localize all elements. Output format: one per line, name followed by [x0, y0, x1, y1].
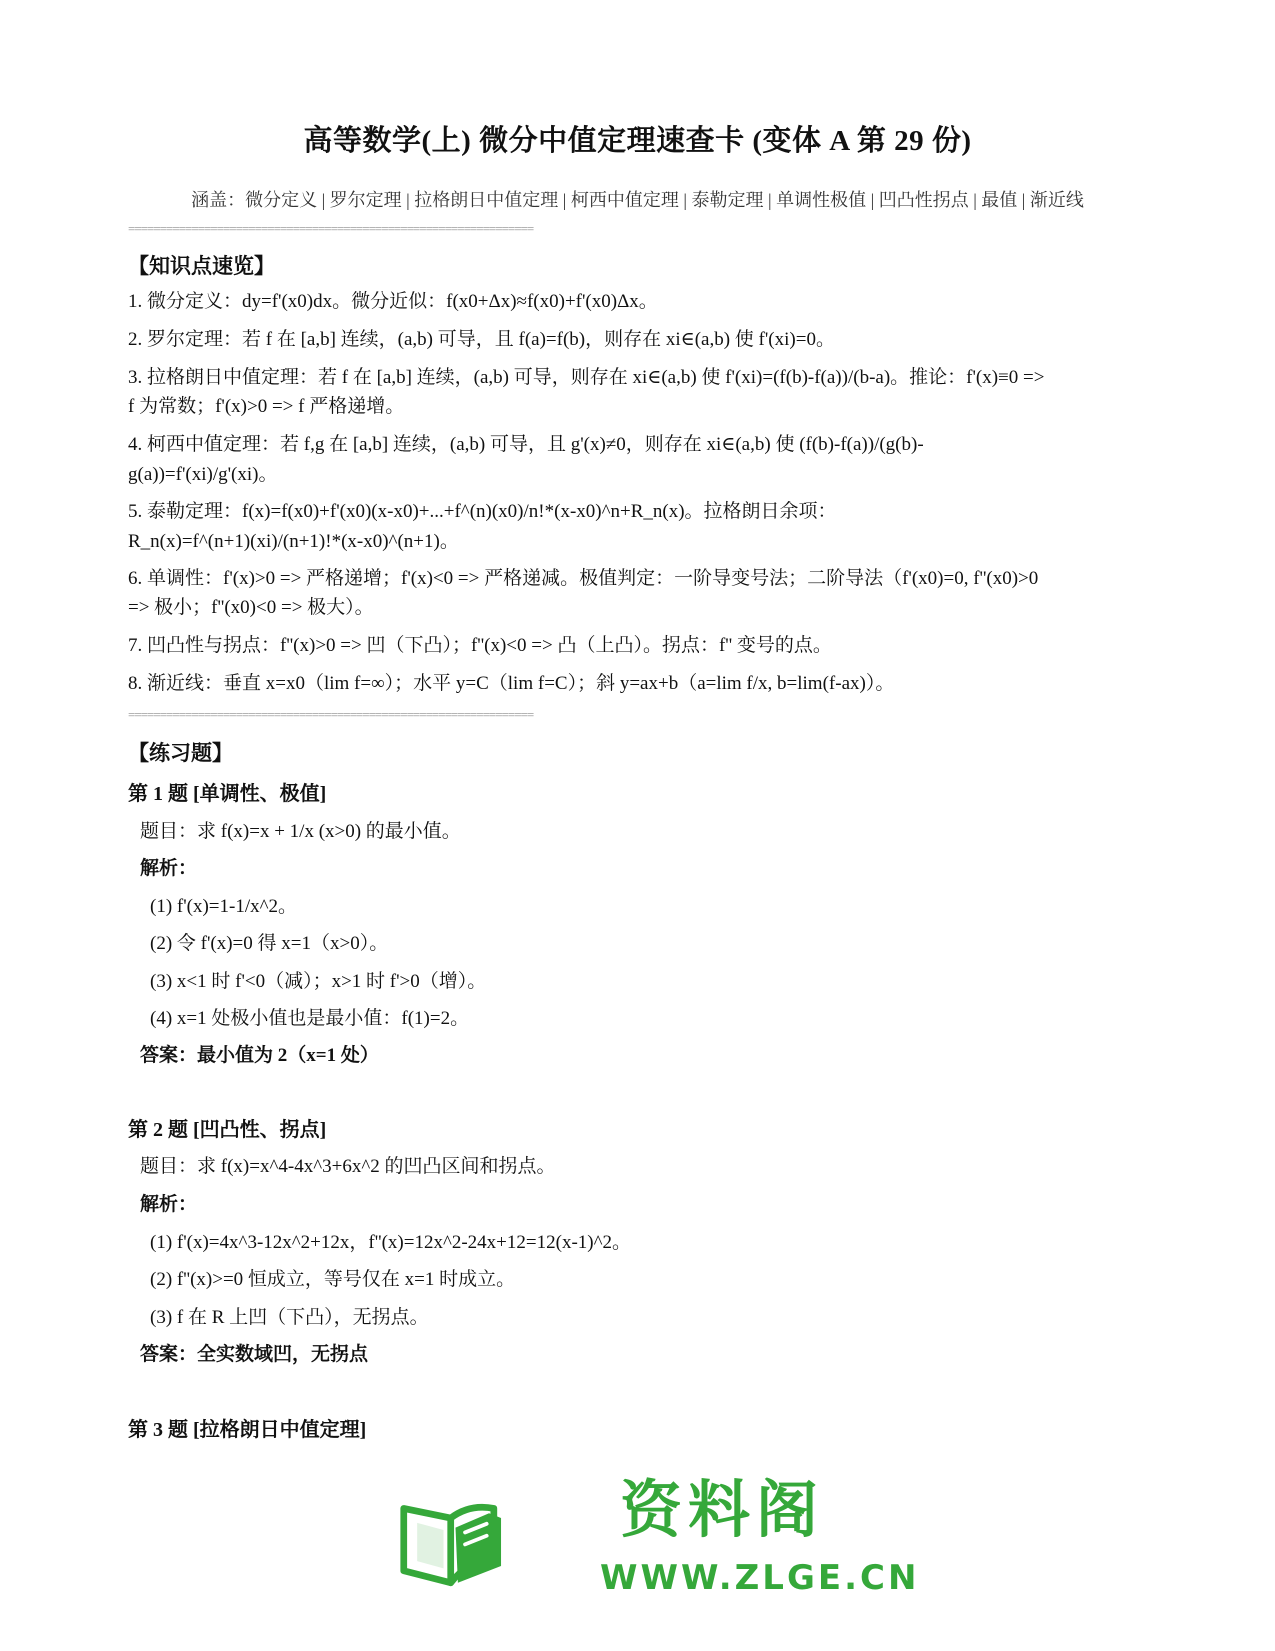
knowledge-item: g(a))=f'(xi)/g'(xi)。 — [128, 464, 278, 485]
question-1-text: 题目：求 f(x)=x + 1/x (x>0) 的最小值。 — [140, 821, 461, 842]
knowledge-item: 2. 罗尔定理：若 f 在 [a,b] 连续，(a,b) 可导，且 f(a)=f(b)，则存在 xi∈(a,b) 使 f'(xi)=0。 — [128, 329, 835, 350]
knowledge-item: 7. 凹凸性与拐点：f''(x)>0 => 凹（下凸）；f''(x)<0 => 凸（上凸）。拐点：f'' 变号的点。 — [128, 635, 832, 656]
question-2-step: (3) f 在 R 上凹（下凸），无拐点。 — [150, 1307, 429, 1328]
knowledge-item: 6. 单调性：f'(x)>0 => 严格递增；f'(x)<0 => 严格递减。极值判定：一阶导变号法；二阶导法（f'(x0)=0, f''(x0)>0 — [128, 568, 1039, 589]
question-2-answer: 答案：全实数域凹，无拐点 — [140, 1344, 369, 1365]
question-2-title: 第 2 题 [凹凸性、拐点] — [128, 1119, 327, 1141]
knowledge-item: 4. 柯西中值定理：若 f,g 在 [a,b] 连续，(a,b) 可导，且 g'(x)≠0，则存在 xi∈(a,b) 使 (f(b)-f(a))/(g(b)- — [128, 434, 924, 455]
question-2-text: 题目：求 f(x)=x^4-4x^3+6x^2 的凹凸区间和拐点。 — [140, 1156, 556, 1177]
divider-rule: ================================================================ — [128, 222, 534, 236]
knowledge-item: => 极小；f''(x0)<0 => 极大）。 — [128, 597, 374, 618]
knowledge-item: 3. 拉格朗日中值定理：若 f 在 [a,b] 连续，(a,b) 可导，则存在 xi∈(a,b) 使 f'(xi)=(f(b)-f(a))/(b-a)。推论：f'(x)≡0 => — [128, 367, 1045, 388]
watermark-name: 资料阁 — [620, 1473, 825, 1546]
question-1-step: (3) x<1 时 f'<0（减）；x>1 时 f'>0（增）。 — [150, 971, 487, 992]
watermark-url: WWW.ZLGE.CN — [600, 1558, 920, 1598]
knowledge-item: 5. 泰勒定理：f(x)=f(x0)+f'(x0)(x-x0)+...+f^(n)(x0)/n!*(x-x0)^n+R_n(x)。拉格朗日余项： — [128, 501, 837, 522]
knowledge-item: 1. 微分定义：dy=f'(x0)dx。微分近似：f(x0+Δx)≈f(x0)+f'(x0)Δx。 — [128, 291, 658, 312]
knowledge-item: R_n(x)=f^(n+1)(xi)/(n+1)!*(x-x0)^(n+1)。 — [128, 531, 459, 552]
page-subtitle: 涵盖：微分定义 | 罗尔定理 | 拉格朗日中值定理 | 柯西中值定理 | 泰勒定理 | 单调性极值 | 凹凸性拐点 | 最值 | 渐近线 — [191, 190, 1084, 210]
question-1-step: (4) x=1 处极小值也是最小值：f(1)=2。 — [150, 1008, 470, 1029]
question-2-analysis-label: 解析： — [140, 1194, 198, 1215]
question-2-step: (1) f'(x)=4x^3-12x^2+12x，f''(x)=12x^2-24x+12=12(x-1)^2。 — [150, 1232, 632, 1253]
question-1-title: 第 1 题 [单调性、极值] — [128, 783, 327, 805]
question-3-title: 第 3 题 [拉格朗日中值定理] — [128, 1419, 367, 1441]
question-2-step: (2) f''(x)>=0 恒成立，等号仅在 x=1 时成立。 — [150, 1269, 516, 1290]
knowledge-heading: 【知识点速览】 — [128, 254, 275, 278]
question-1-analysis-label: 解析： — [140, 858, 198, 879]
divider-rule: ================================================================ — [128, 708, 534, 722]
practice-heading: 【练习题】 — [128, 741, 233, 765]
open-book-icon — [398, 1452, 628, 1632]
knowledge-item: 8. 渐近线：垂直 x=x0（lim f=∞）；水平 y=C（lim f=C）；斜 y=ax+b（a=lim f/x, b=lim(f-ax)）。 — [128, 673, 895, 694]
question-1-step: (2) 令 f'(x)=0 得 x=1（x>0）。 — [150, 933, 389, 954]
knowledge-item: f 为常数；f'(x)>0 => f 严格递增。 — [128, 396, 405, 417]
page-title: 高等数学(上) 微分中值定理速查卡 (变体 A 第 29 份) — [303, 125, 972, 157]
question-1-step: (1) f'(x)=1-1/x^2。 — [150, 896, 298, 917]
question-1-answer: 答案：最小值为 2（x=1 处） — [140, 1045, 379, 1066]
